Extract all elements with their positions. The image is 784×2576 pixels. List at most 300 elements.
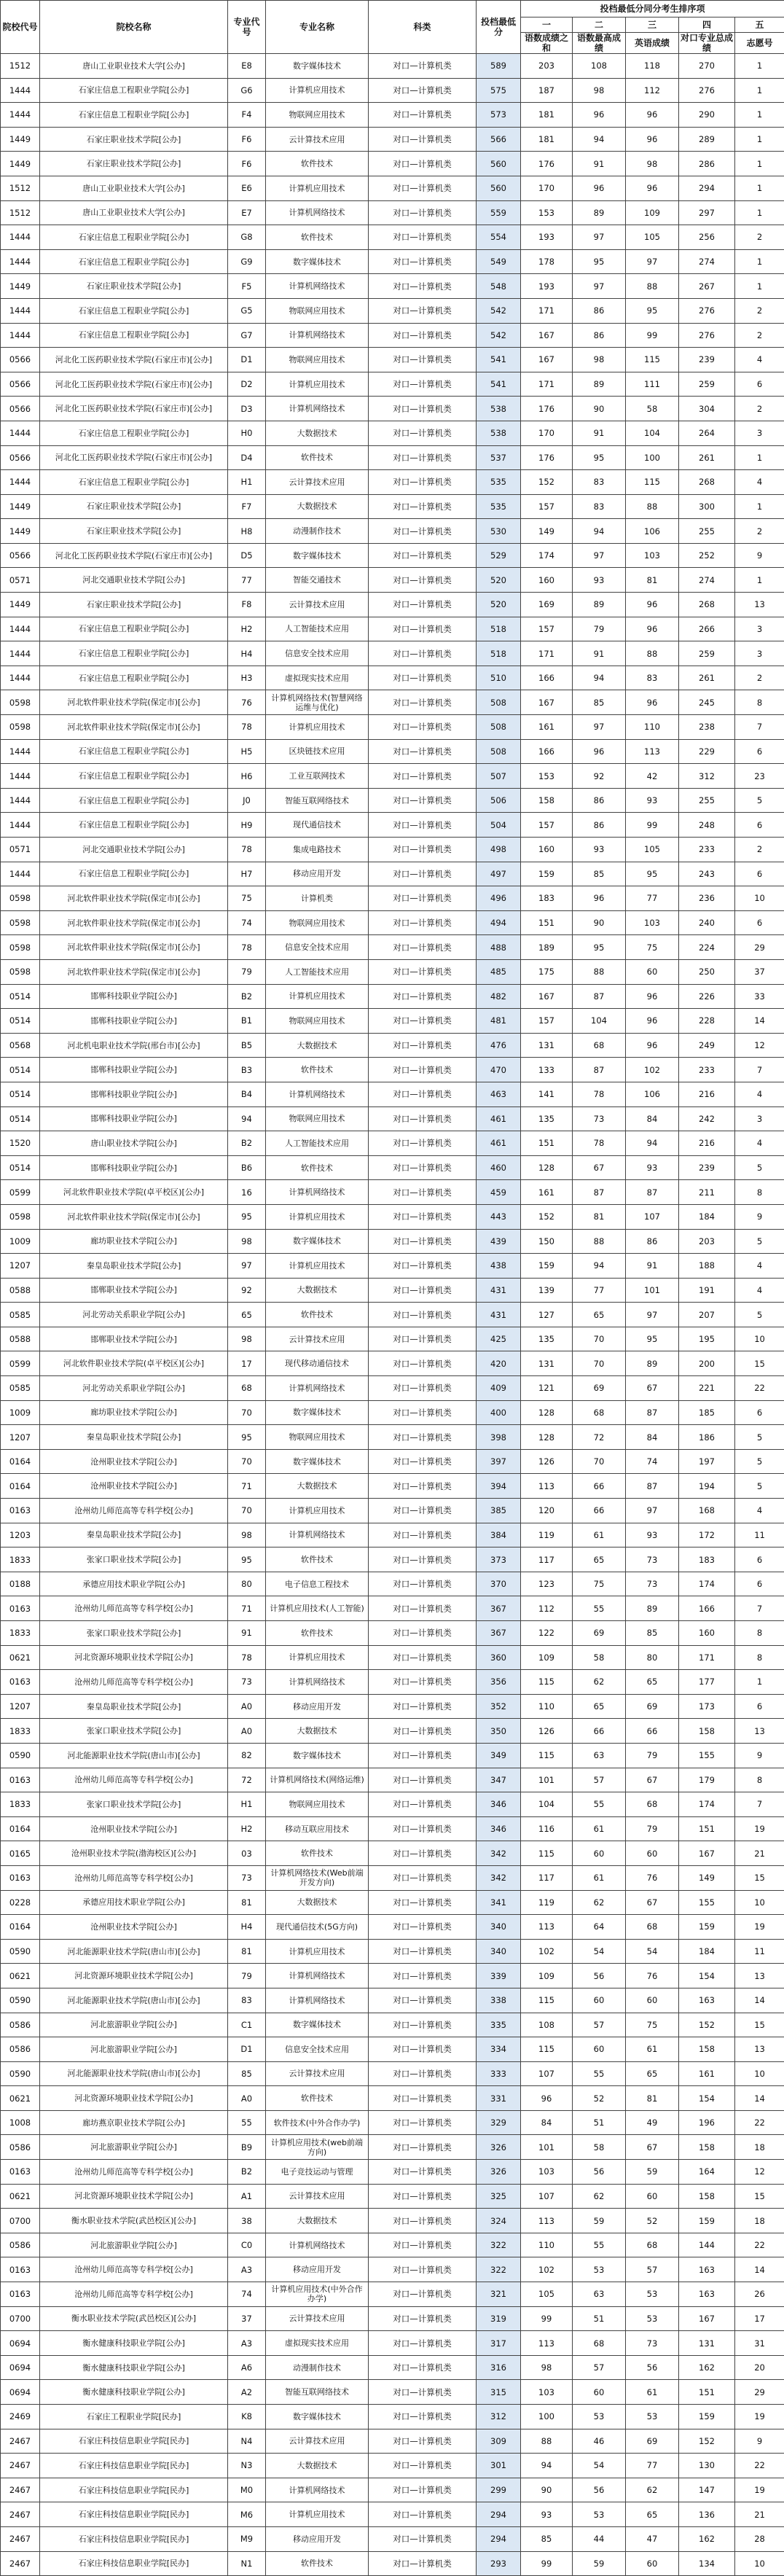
chinese-math-max-cell: 59 [573, 2209, 626, 2233]
major-name-cell: 计算机网络技术 [266, 1180, 369, 1205]
chinese-math-max-cell: 98 [573, 78, 626, 103]
category-cell: 对口—计算机类 [369, 543, 477, 568]
table-row [1, 666, 784, 690]
school-code-cell: 0694 [1, 2331, 40, 2356]
min-score-cell: 530 [477, 519, 521, 544]
major-name-cell: 计算机应用技术 [266, 984, 369, 1009]
english-score-cell: 103 [626, 543, 679, 568]
major-code-cell: 70 [228, 1499, 266, 1523]
major-code-cell: B2 [228, 2160, 266, 2185]
min-score-cell: 425 [477, 1327, 521, 1351]
major-name-cell: 计算机网络技术 [266, 1376, 369, 1401]
school-code-cell: 0163 [1, 1768, 40, 1792]
table-row [1, 1204, 784, 1229]
chinese-math-sum-cell: 113 [521, 1915, 573, 1940]
major-total-cell: 131 [679, 2331, 735, 2356]
preference-number-cell: 10 [735, 1327, 784, 1351]
category-cell: 对口—计算机类 [369, 666, 477, 690]
major-name-cell: 物联网应用技术 [266, 103, 369, 128]
school-name-cell: 石家庄信息工程职业学院[公办] [40, 298, 228, 323]
preference-number-cell: 15 [735, 2013, 784, 2037]
chinese-math-max-cell: 77 [573, 1278, 626, 1303]
preference-number-cell: 9 [735, 1743, 784, 1768]
school-name-cell: 河北能源职业技术学院(唐山市)[公办] [40, 2061, 228, 2086]
chinese-math-max-cell: 63 [573, 1743, 626, 1768]
preference-number-cell: 11 [735, 1939, 784, 1964]
chinese-math-max-cell: 87 [573, 1058, 626, 1082]
min-score-cell: 508 [477, 715, 521, 740]
preference-number-cell: 15 [735, 1865, 784, 1890]
category-cell: 对口—计算机类 [369, 1768, 477, 1792]
major-total-cell: 226 [679, 984, 735, 1009]
chinese-math-max-cell: 91 [573, 641, 626, 666]
chinese-math-max-cell: 62 [573, 1890, 626, 1915]
preference-number-cell: 5 [735, 1303, 784, 1327]
major-total-cell: 152 [679, 2429, 735, 2454]
major-code-cell: F8 [228, 593, 266, 617]
chinese-math-sum-cell: 158 [521, 788, 573, 813]
school-name-cell: 张家口职业技术学院[公办] [40, 1621, 228, 1646]
school-name-cell: 石家庄职业技术学院[公办] [40, 127, 228, 152]
major-name-cell: 智能交通技术 [266, 568, 369, 593]
category-cell: 对口—计算机类 [369, 2257, 477, 2282]
min-score-cell: 312 [477, 2405, 521, 2429]
english-score-cell: 96 [626, 1009, 679, 1034]
major-total-cell: 238 [679, 715, 735, 740]
school-name-cell: 河北化工医药职业技术学院(石家庄市)[公办] [40, 348, 228, 372]
min-score-cell: 341 [477, 1890, 521, 1915]
chinese-math-max-cell: 96 [573, 886, 626, 911]
major-code-cell: 78 [228, 715, 266, 740]
school-name-cell: 张家口职业技术学院[公办] [40, 1792, 228, 1817]
min-score-cell: 504 [477, 813, 521, 838]
english-score-cell: 118 [626, 54, 679, 79]
chinese-math-max-cell: 96 [573, 176, 626, 200]
major-code-cell: A3 [228, 2257, 266, 2282]
english-score-cell: 59 [626, 2160, 679, 2185]
preference-number-cell: 2 [735, 397, 784, 421]
header-tiebreak-item-2: 语数最高成绩 [573, 33, 626, 54]
school-name-cell: 河北软件职业技术学院(卓平校区)[公办] [40, 1180, 228, 1205]
major-code-cell: 83 [228, 1988, 266, 2013]
preference-number-cell: 1 [735, 176, 784, 200]
english-score-cell: 96 [626, 1033, 679, 1058]
school-code-cell: 1207 [1, 1254, 40, 1279]
preference-number-cell: 4 [735, 470, 784, 495]
header-tiebreak-num-5: 五 [735, 17, 784, 33]
major-code-cell: 80 [228, 1572, 266, 1596]
table-row [1, 2233, 784, 2257]
major-total-cell: 203 [679, 1229, 735, 1254]
major-code-cell: A3 [228, 2331, 266, 2356]
major-total-cell: 163 [679, 2282, 735, 2307]
chinese-math-max-cell: 94 [573, 1254, 626, 1279]
chinese-math-sum-cell: 101 [521, 2135, 573, 2160]
major-name-cell: 软件技术 [266, 1303, 369, 1327]
major-total-cell: 191 [679, 1278, 735, 1303]
chinese-math-max-cell: 86 [573, 788, 626, 813]
english-score-cell: 53 [626, 2282, 679, 2307]
header-tiebreak-item-1: 语数成绩之和 [521, 33, 573, 54]
category-cell: 对口—计算机类 [369, 2429, 477, 2454]
major-code-cell: 78 [228, 935, 266, 960]
school-name-cell: 廊坊职业技术学院[公办] [40, 1400, 228, 1425]
chinese-math-sum-cell: 152 [521, 1204, 573, 1229]
english-score-cell: 81 [626, 568, 679, 593]
preference-number-cell: 8 [735, 1621, 784, 1646]
school-name-cell: 邯郸科技职业学院[公办] [40, 1155, 228, 1180]
table-row [1, 2454, 784, 2478]
school-code-cell: 1444 [1, 225, 40, 250]
school-code-cell: 1520 [1, 1131, 40, 1156]
school-name-cell: 河北交通职业技术学院[公办] [40, 838, 228, 862]
school-name-cell: 河北能源职业技术学院(唐山市)[公办] [40, 1743, 228, 1768]
major-name-cell: 信息安全技术应用 [266, 641, 369, 666]
chinese-math-sum-cell: 120 [521, 1499, 573, 1523]
preference-number-cell: 5 [735, 1474, 784, 1499]
chinese-math-max-cell: 67 [573, 1155, 626, 1180]
min-score-cell: 589 [477, 54, 521, 79]
major-total-cell: 149 [679, 1865, 735, 1890]
school-code-cell: 1449 [1, 494, 40, 519]
major-name-cell: 软件技术 [266, 1155, 369, 1180]
min-score-cell: 542 [477, 298, 521, 323]
chinese-math-sum-cell: 98 [521, 2355, 573, 2380]
preference-number-cell: 13 [735, 1964, 784, 1988]
min-score-cell: 485 [477, 959, 521, 984]
school-code-cell: 0590 [1, 1743, 40, 1768]
major-name-cell: 大数据技术 [266, 1890, 369, 1915]
chinese-math-sum-cell: 139 [521, 1278, 573, 1303]
school-name-cell: 河北软件职业技术学院(保定市)[公办] [40, 935, 228, 960]
school-code-cell: 0164 [1, 1915, 40, 1940]
major-total-cell: 186 [679, 1425, 735, 1450]
english-score-cell: 67 [626, 2135, 679, 2160]
table-row [1, 2380, 784, 2405]
chinese-math-sum-cell: 123 [521, 1572, 573, 1596]
school-code-cell: 0514 [1, 1106, 40, 1131]
chinese-math-sum-cell: 112 [521, 1596, 573, 1621]
major-code-cell: N1 [228, 2551, 266, 2576]
table-row [1, 1988, 784, 2013]
major-name-cell: 物联网应用技术 [266, 910, 369, 935]
category-cell: 对口—计算机类 [369, 1865, 477, 1890]
major-total-cell: 179 [679, 1768, 735, 1792]
major-name-cell: 软件技术 [266, 1841, 369, 1866]
school-name-cell: 河北旅游职业学院[公办] [40, 2013, 228, 2037]
category-cell: 对口—计算机类 [369, 2135, 477, 2160]
chinese-math-max-cell: 93 [573, 838, 626, 862]
major-name-cell: 计算机应用技术 [266, 78, 369, 103]
school-name-cell: 石家庄职业技术学院[公办] [40, 494, 228, 519]
major-total-cell: 249 [679, 1033, 735, 1058]
min-score-cell: 319 [477, 2306, 521, 2331]
school-code-cell: 0163 [1, 2282, 40, 2307]
header-min-score: 投档最低分 [477, 1, 521, 54]
english-score-cell: 99 [626, 323, 679, 348]
min-score-cell: 508 [477, 739, 521, 764]
major-total-cell: 312 [679, 764, 735, 789]
school-code-cell: 2469 [1, 2405, 40, 2429]
english-score-cell: 58 [626, 397, 679, 421]
table-row [1, 739, 784, 764]
major-name-cell: 云计算技术应用 [266, 2429, 369, 2454]
school-code-cell: 2467 [1, 2429, 40, 2454]
chinese-math-sum-cell: 151 [521, 910, 573, 935]
major-total-cell: 245 [679, 690, 735, 715]
school-code-cell: 0590 [1, 1939, 40, 1964]
chinese-math-max-cell: 58 [573, 1645, 626, 1670]
school-code-cell: 0700 [1, 2209, 40, 2233]
chinese-math-max-cell: 98 [573, 348, 626, 372]
chinese-math-sum-cell: 113 [521, 2331, 573, 2356]
major-name-cell: 软件技术 [266, 225, 369, 250]
school-code-cell: 0586 [1, 2135, 40, 2160]
school-name-cell: 沧州幼儿师范高等专科学校[公办] [40, 1768, 228, 1792]
category-cell: 对口—计算机类 [369, 2061, 477, 2086]
category-cell: 对口—计算机类 [369, 1180, 477, 1205]
chinese-math-max-cell: 66 [573, 1719, 626, 1744]
major-name-cell: 软件技术 [266, 1058, 369, 1082]
major-total-cell: 174 [679, 1792, 735, 1817]
min-score-cell: 476 [477, 1033, 521, 1058]
major-name-cell: 现代通信技术(5G方向) [266, 1915, 369, 1940]
min-score-cell: 400 [477, 1400, 521, 1425]
major-code-cell: 81 [228, 1890, 266, 1915]
school-name-cell: 河北化工医药职业技术学院(石家庄市)[公办] [40, 543, 228, 568]
major-code-cell: D1 [228, 2037, 266, 2062]
table-row [1, 2551, 784, 2576]
school-code-cell: 2467 [1, 2502, 40, 2527]
category-cell: 对口—计算机类 [369, 1082, 477, 1106]
school-code-cell: 0566 [1, 445, 40, 470]
major-code-cell: 79 [228, 959, 266, 984]
preference-number-cell: 6 [735, 910, 784, 935]
english-score-cell: 79 [626, 1816, 679, 1841]
major-code-cell: E7 [228, 200, 266, 225]
major-total-cell: 152 [679, 2013, 735, 2037]
min-score-cell: 340 [477, 1939, 521, 1964]
major-total-cell: 270 [679, 54, 735, 79]
major-code-cell: 85 [228, 2061, 266, 2086]
english-score-cell: 61 [626, 2037, 679, 2062]
chinese-math-sum-cell: 150 [521, 1229, 573, 1254]
table-row [1, 1890, 784, 1915]
school-name-cell: 承德应用技术职业学院[公办] [40, 1890, 228, 1915]
table-row [1, 568, 784, 593]
min-score-cell: 518 [477, 641, 521, 666]
english-score-cell: 74 [626, 1449, 679, 1474]
school-name-cell: 唐山工业职业技术大学[公办] [40, 176, 228, 200]
chinese-math-max-cell: 53 [573, 2502, 626, 2527]
major-code-cell: E6 [228, 176, 266, 200]
major-code-cell: B9 [228, 2135, 266, 2160]
preference-number-cell: 23 [735, 764, 784, 789]
major-total-cell: 266 [679, 617, 735, 641]
min-score-cell: 301 [477, 2454, 521, 2478]
min-score-cell: 463 [477, 1082, 521, 1106]
major-code-cell: M6 [228, 2502, 266, 2527]
english-score-cell: 68 [626, 1915, 679, 1940]
header-major-code: 专业代号 [228, 1, 266, 54]
school-code-cell: 0514 [1, 1058, 40, 1082]
category-cell: 对口—计算机类 [369, 1621, 477, 1646]
min-score-cell: 331 [477, 2086, 521, 2111]
table-row [1, 2209, 784, 2233]
chinese-math-max-cell: 94 [573, 127, 626, 152]
school-code-cell: 1444 [1, 641, 40, 666]
major-total-cell: 274 [679, 249, 735, 274]
category-cell: 对口—计算机类 [369, 715, 477, 740]
table-row [1, 519, 784, 544]
header-tiebreak-item-3: 英语成绩 [626, 33, 679, 54]
category-cell: 对口—计算机类 [369, 1106, 477, 1131]
school-name-cell: 承德应用技术职业学院[公办] [40, 1572, 228, 1596]
min-score-cell: 294 [477, 2526, 521, 2551]
school-name-cell: 邯郸科技职业学院[公办] [40, 1009, 228, 1034]
category-cell: 对口—计算机类 [369, 1816, 477, 1841]
chinese-math-sum-cell: 175 [521, 959, 573, 984]
school-code-cell: 1833 [1, 1719, 40, 1744]
preference-number-cell: 21 [735, 1841, 784, 1866]
major-code-cell: 98 [228, 1523, 266, 1547]
school-name-cell: 衡水健康科技职业学院[公办] [40, 2331, 228, 2356]
major-total-cell: 166 [679, 1596, 735, 1621]
school-code-cell: 0163 [1, 1596, 40, 1621]
school-name-cell: 石家庄科技信息职业学院[民办] [40, 2502, 228, 2527]
major-total-cell: 236 [679, 886, 735, 911]
english-score-cell: 85 [626, 1621, 679, 1646]
major-name-cell: 计算机应用技术 [266, 1645, 369, 1670]
english-score-cell: 98 [626, 152, 679, 176]
min-score-cell: 508 [477, 690, 521, 715]
english-score-cell: 106 [626, 519, 679, 544]
chinese-math-sum-cell: 189 [521, 935, 573, 960]
table-row [1, 54, 784, 79]
min-score-cell: 342 [477, 1865, 521, 1890]
min-score-cell: 367 [477, 1596, 521, 1621]
chinese-math-sum-cell: 161 [521, 1180, 573, 1205]
preference-number-cell: 2 [735, 225, 784, 250]
major-name-cell: 软件技术 [266, 2551, 369, 2576]
major-total-cell: 177 [679, 1670, 735, 1695]
english-score-cell: 83 [626, 666, 679, 690]
min-score-cell: 326 [477, 2160, 521, 2185]
category-cell: 对口—计算机类 [369, 1645, 477, 1670]
major-total-cell: 229 [679, 739, 735, 764]
chinese-math-sum-cell: 157 [521, 617, 573, 641]
chinese-math-sum-cell: 178 [521, 249, 573, 274]
major-name-cell: 物联网应用技术 [266, 1425, 369, 1450]
table-row [1, 1670, 784, 1695]
chinese-math-max-cell: 55 [573, 2061, 626, 2086]
major-total-cell: 252 [679, 543, 735, 568]
school-name-cell: 石家庄信息工程职业学院[公办] [40, 862, 228, 886]
table-row [1, 2061, 784, 2086]
preference-number-cell: 10 [735, 886, 784, 911]
major-name-cell: 电子信息工程技术 [266, 1572, 369, 1596]
preference-number-cell: 6 [735, 1547, 784, 1572]
major-code-cell: H1 [228, 470, 266, 495]
major-total-cell: 159 [679, 2209, 735, 2233]
major-total-cell: 243 [679, 862, 735, 886]
chinese-math-max-cell: 56 [573, 2160, 626, 2185]
major-total-cell: 264 [679, 421, 735, 445]
major-name-cell: 大数据技术 [266, 494, 369, 519]
school-code-cell: 0514 [1, 1009, 40, 1034]
school-code-cell: 0598 [1, 690, 40, 715]
major-name-cell: 计算机网络技术 [266, 1988, 369, 2013]
major-total-cell: 294 [679, 176, 735, 200]
major-total-cell: 259 [679, 372, 735, 397]
table-row [1, 421, 784, 445]
table-row [1, 1351, 784, 1376]
table-row [1, 1229, 784, 1254]
table-row [1, 2135, 784, 2160]
major-code-cell: 38 [228, 2209, 266, 2233]
category-cell: 对口—计算机类 [369, 1694, 477, 1719]
english-score-cell: 97 [626, 1499, 679, 1523]
min-score-cell: 554 [477, 225, 521, 250]
category-cell: 对口—计算机类 [369, 2478, 477, 2502]
english-score-cell: 87 [626, 1400, 679, 1425]
min-score-cell: 349 [477, 1743, 521, 1768]
chinese-math-max-cell: 61 [573, 1865, 626, 1890]
major-code-cell: 97 [228, 1254, 266, 1279]
school-code-cell: 0590 [1, 1988, 40, 2013]
school-code-cell: 0163 [1, 2160, 40, 2185]
preference-number-cell: 1 [735, 54, 784, 79]
major-name-cell: 计算机网络技术 [266, 200, 369, 225]
category-cell: 对口—计算机类 [369, 2526, 477, 2551]
chinese-math-sum-cell: 99 [521, 2551, 573, 2576]
school-name-cell: 沧州幼儿师范高等专科学校[公办] [40, 1670, 228, 1695]
school-name-cell: 唐山职业技术学院[公办] [40, 1131, 228, 1156]
school-name-cell: 石家庄信息工程职业学院[公办] [40, 78, 228, 103]
chinese-math-max-cell: 65 [573, 1694, 626, 1719]
min-score-cell: 409 [477, 1376, 521, 1401]
school-code-cell: 0571 [1, 838, 40, 862]
major-name-cell: 物联网应用技术 [266, 298, 369, 323]
school-name-cell: 沧州职业技术学院[公办] [40, 1915, 228, 1940]
chinese-math-max-cell: 86 [573, 323, 626, 348]
english-score-cell: 115 [626, 348, 679, 372]
category-cell: 对口—计算机类 [369, 1327, 477, 1351]
school-code-cell: 0566 [1, 543, 40, 568]
chinese-math-sum-cell: 84 [521, 2110, 573, 2135]
major-total-cell: 183 [679, 1547, 735, 1572]
table-row [1, 2257, 784, 2282]
category-cell: 对口—计算机类 [369, 249, 477, 274]
chinese-math-sum-cell: 126 [521, 1719, 573, 1744]
preference-number-cell: 19 [735, 2478, 784, 2502]
school-name-cell: 河北化工医药职业技术学院(石家庄市)[公办] [40, 397, 228, 421]
school-name-cell: 石家庄科技信息职业学院[民办] [40, 2526, 228, 2551]
preference-number-cell: 3 [735, 421, 784, 445]
preference-number-cell: 19 [735, 1816, 784, 1841]
school-name-cell: 河北软件职业技术学院(保定市)[公办] [40, 886, 228, 911]
chinese-math-max-cell: 96 [573, 103, 626, 128]
min-score-cell: 329 [477, 2110, 521, 2135]
min-score-cell: 356 [477, 1670, 521, 1695]
school-name-cell: 河北能源职业技术学院(唐山市)[公办] [40, 1939, 228, 1964]
major-total-cell: 261 [679, 666, 735, 690]
chinese-math-max-cell: 65 [573, 1303, 626, 1327]
min-score-cell: 394 [477, 1474, 521, 1499]
english-score-cell: 68 [626, 1792, 679, 1817]
table-row [1, 715, 784, 740]
header-tiebreak-num-1: 一 [521, 17, 573, 33]
